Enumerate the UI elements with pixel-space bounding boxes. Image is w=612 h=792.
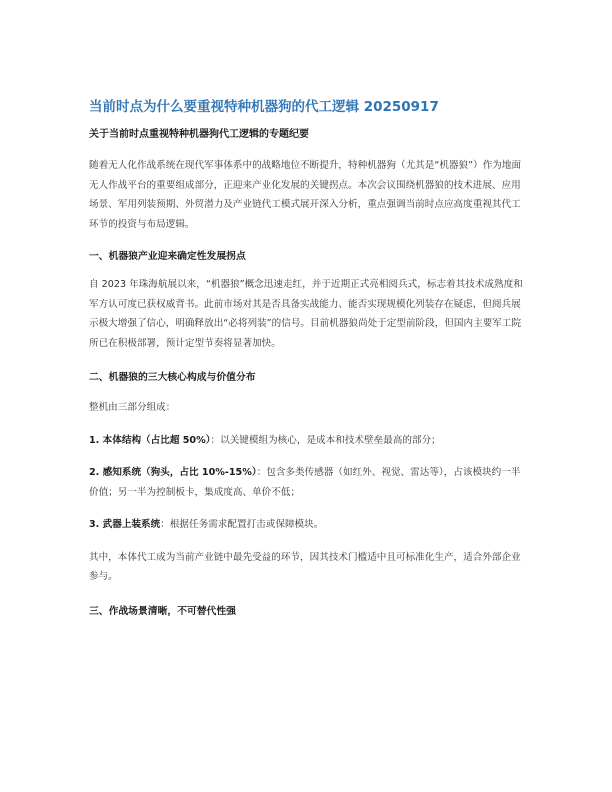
list-item-text: ：包含多类传感器（如红外、视觉、雷达等），占该模块约一半价值；另一半为控制板卡，集成度高、单价不低； [89,467,521,498]
section-2-lead: 整机由三部分组成： [89,402,176,413]
list-item-text: ：以关键模组为核心，是成本和技术壁垒最高的部分； [210,434,441,446]
list-item [89,431,524,451]
section-2-heading: 二、机器狼的三大核心构成与价值分布 [89,372,256,383]
section-1-heading: 一、机器狼产业迎来确定性发展拐点 [89,251,246,262]
section-1-paragraph: 自 2023 年珠海航展以来，“机器狼”概念迅速走红，并于近期正式亮相阅兵式，标志着其技术成熟度和军方认可度已获权威背书。此前市场对其是否具备实战能力、能否实现规模化列装存在疑虑，但阅兵展示极大增强了信心，明确释放出“必将列装”的信号。目前机器狼尚处于定型前阶段，但国内主要军工院所已在积极部署，预计定型节奏将显著加快。 [89,279,523,349]
list-item-label: 2. 感知系统（狗头，占比 10%-15%） [89,467,257,478]
list-item-text: ：根据任务需求配置打击或保障模块。 [160,519,324,530]
list-item-label: 3. 武器上装系统 [89,519,161,530]
intro-paragraph: 随着无人化作战系统在现代军事体系中的战略地位不断提升，特种机器狗（尤其是“机器狼”）作为地面无人作战平台的重要组成部分，正迎来产业化发展的关键拐点。本次会议围绕机器狼的技术进展、应用场景、军用列装预期、外贸潜力及产业链代工模式展开深入分析，重点强调当前时点应高度重视其代工环节的投资与布局逻辑。 [89,160,522,230]
list-item [89,515,524,535]
list-item-label: 1. 本体结构（占比超 50%） [89,434,211,446]
document-subtitle: 关于当前时点重视特种机器狗代工逻辑的专题纪要 [89,129,309,140]
section-2-closing: 其中，本体代工成为当前产业链中最先受益的环节，因其技术门槛适中且可标准化生产，适合外部企业参与。 [89,551,521,582]
list-item [89,463,524,502]
document-title: 当前时点为什么要重视特种机器狗的代工逻辑 20250917 [89,99,439,115]
section-3-heading: 三、作战场景清晰，不可替代性强 [89,605,236,617]
